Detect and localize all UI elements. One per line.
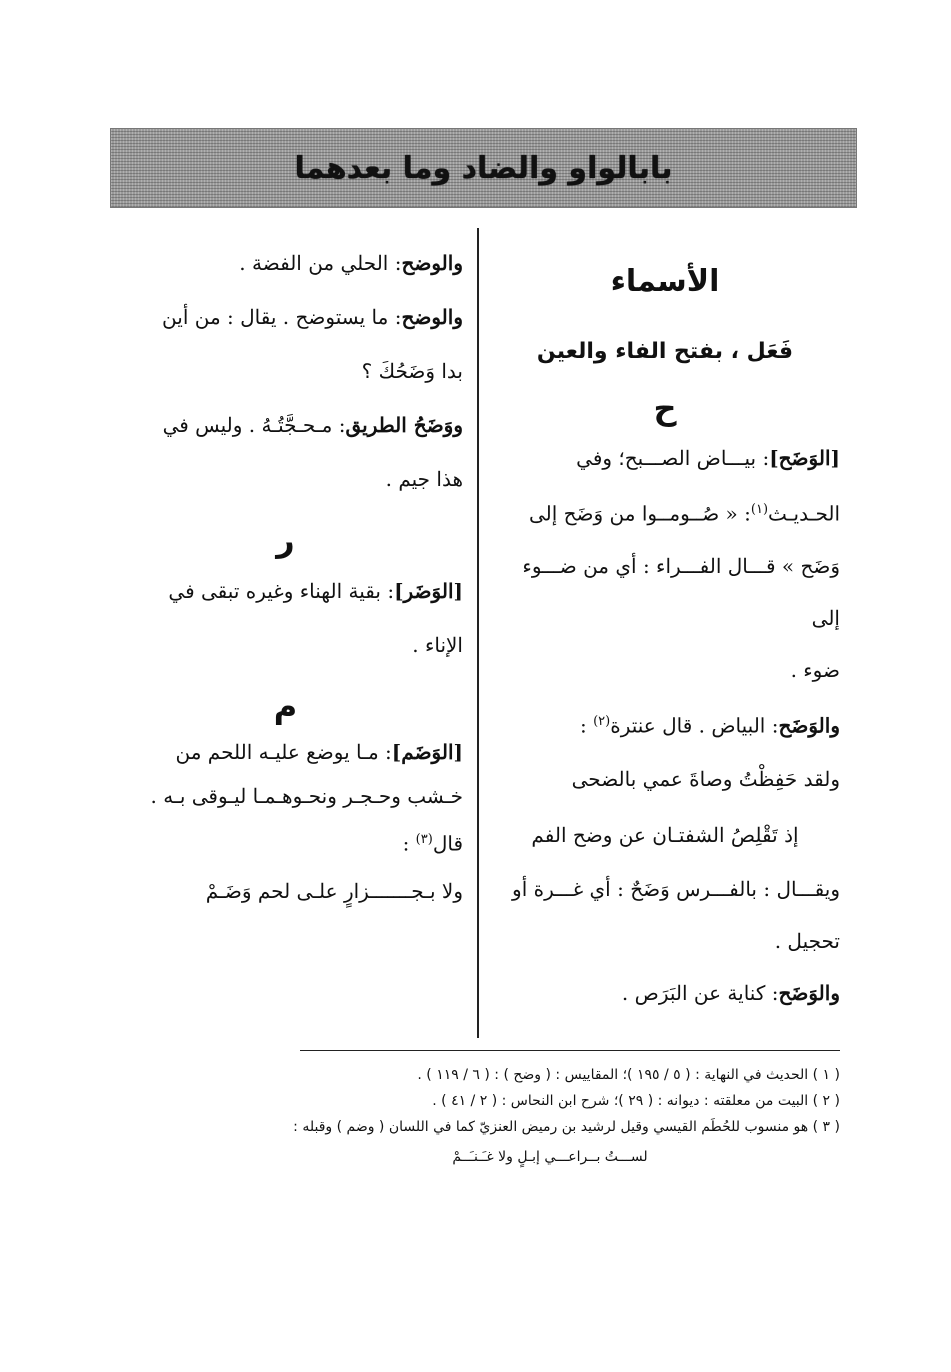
footnote-rule xyxy=(300,1050,840,1051)
letter-heading-ha: ح xyxy=(653,389,677,427)
headword: [الوَضَر] xyxy=(394,579,463,603)
letter-heading-mim: م xyxy=(273,687,298,725)
entry-text: : ما يستوضح . يقال : من أين xyxy=(162,305,402,329)
entry-text: الحـديـث xyxy=(768,501,840,526)
verse-line-3: ولا بـجـــــــزارٍ علـى لحم وَضَـمْ xyxy=(205,878,463,903)
entry-wadam-quote xyxy=(108,818,463,866)
entry-text-line: خـشب وحـجـر ونحـوهـمـا ليـوقى بـه . xyxy=(150,784,463,808)
footnote-3-verse: لســـتُ بــراعـــي إبـلٍ ولا غـَـنـَــمْ xyxy=(452,1149,648,1165)
footnote-ref-1: (١) xyxy=(750,502,769,517)
headword: والوضح xyxy=(401,305,463,329)
section-subheading: فَعَل ، بفتح الفاء والعين xyxy=(536,339,794,364)
entry-text-line: وَضَح » قـــال الفـــراء : أي من ضـــوء إلى xyxy=(522,553,840,630)
letter-heading-ra: ر xyxy=(276,521,295,559)
entry-text: : البياض . قال عنترة xyxy=(610,713,779,738)
entry-wadah-dawn xyxy=(490,432,840,484)
headword: [الوَضَح] xyxy=(769,446,840,470)
entry-text-line: هذا جيم . xyxy=(385,467,463,491)
entry-text-line: تحجيل . xyxy=(774,929,840,954)
entry-text: : « صُــومــوا من وَضَح إلى xyxy=(528,501,751,526)
entry-text: : بيـــاض الصـــبح؛ وفي xyxy=(576,446,770,470)
footnote-ref-3: (٣) xyxy=(415,832,433,847)
footnote-1: ( ١ ) الحديث في النهاية : ( ٥ / ١٩٥ )؛ المقاييس : ( وضح ) : ( ٦ / ١١٩ ) . xyxy=(417,1067,840,1083)
entry-text: : كناية عن البَرَص . xyxy=(621,981,779,1006)
entry-text: : مـحـجَّتُـهُ . وليس في xyxy=(162,413,346,437)
entry-wadam xyxy=(108,730,463,774)
colon: : xyxy=(402,831,410,856)
footnote-ref-2: (٢) xyxy=(593,713,611,729)
footnote-2: ( ٢ ) البيت من معلقته : ديوانه : ( ٢٩ )؛ شرح ابن النحاس : ( ٢ / ٤١ ) . xyxy=(432,1093,840,1109)
entry-wadah-leprosy xyxy=(490,967,840,1019)
entry-text-line: بدا وَضَحُكَ ؟ xyxy=(361,359,463,383)
section-heading: الأسماء xyxy=(610,264,720,299)
entry-text: : بقية الهناء وغيره تبقى في xyxy=(168,579,395,603)
verse-line-2: إذ تَقْلِصُ الشفتـان عن وضح الفم xyxy=(531,823,799,848)
column-divider xyxy=(477,228,479,1038)
headword: ووَضَحُ الطريق xyxy=(345,413,463,437)
entry-wadah-silver xyxy=(108,236,463,290)
headword: [الوَضَم] xyxy=(391,740,463,764)
entry-wadah-horse: ويقـــال : بالفـــرس وَضَحٌ : أي غـــرة أو xyxy=(512,877,840,902)
footnotes xyxy=(180,1062,840,1170)
entry-wadah-evident xyxy=(108,290,463,344)
entry-text-line: ضوء . xyxy=(790,657,840,682)
entry-wadah-road xyxy=(108,398,463,452)
chapter-title: بابالواو والضاد وما بعدهما xyxy=(294,150,673,186)
headword: والوَضَح xyxy=(778,981,840,1006)
entry-text: : مـا يوضع عليـه اللحم من xyxy=(175,740,392,764)
colon: : xyxy=(579,713,587,738)
entry-wadar xyxy=(108,564,463,618)
verse-line-1: ولقد حَفِظْتُ وصاةَ عمي بالضحى xyxy=(571,767,840,792)
headword: والوَضَح xyxy=(778,713,840,738)
entry-wadah-whiteness xyxy=(490,696,840,752)
chapter-banner xyxy=(110,128,857,208)
entry-text: : الحلي من الفضة . xyxy=(239,251,402,275)
footnote-3: ( ٣ ) هو منسوب للحُطَم القيسي وقيل لرشيد بن رميض العنزيّ كما في اللسان ( وضم ) وقبله : xyxy=(293,1119,840,1135)
right-column xyxy=(490,236,840,1019)
entry-wadah-hadith xyxy=(490,484,840,540)
left-column xyxy=(108,236,463,916)
headword: والوضح xyxy=(401,251,463,275)
entry-text-line: الإناء . xyxy=(412,633,463,657)
entry-text: قال xyxy=(432,831,463,856)
